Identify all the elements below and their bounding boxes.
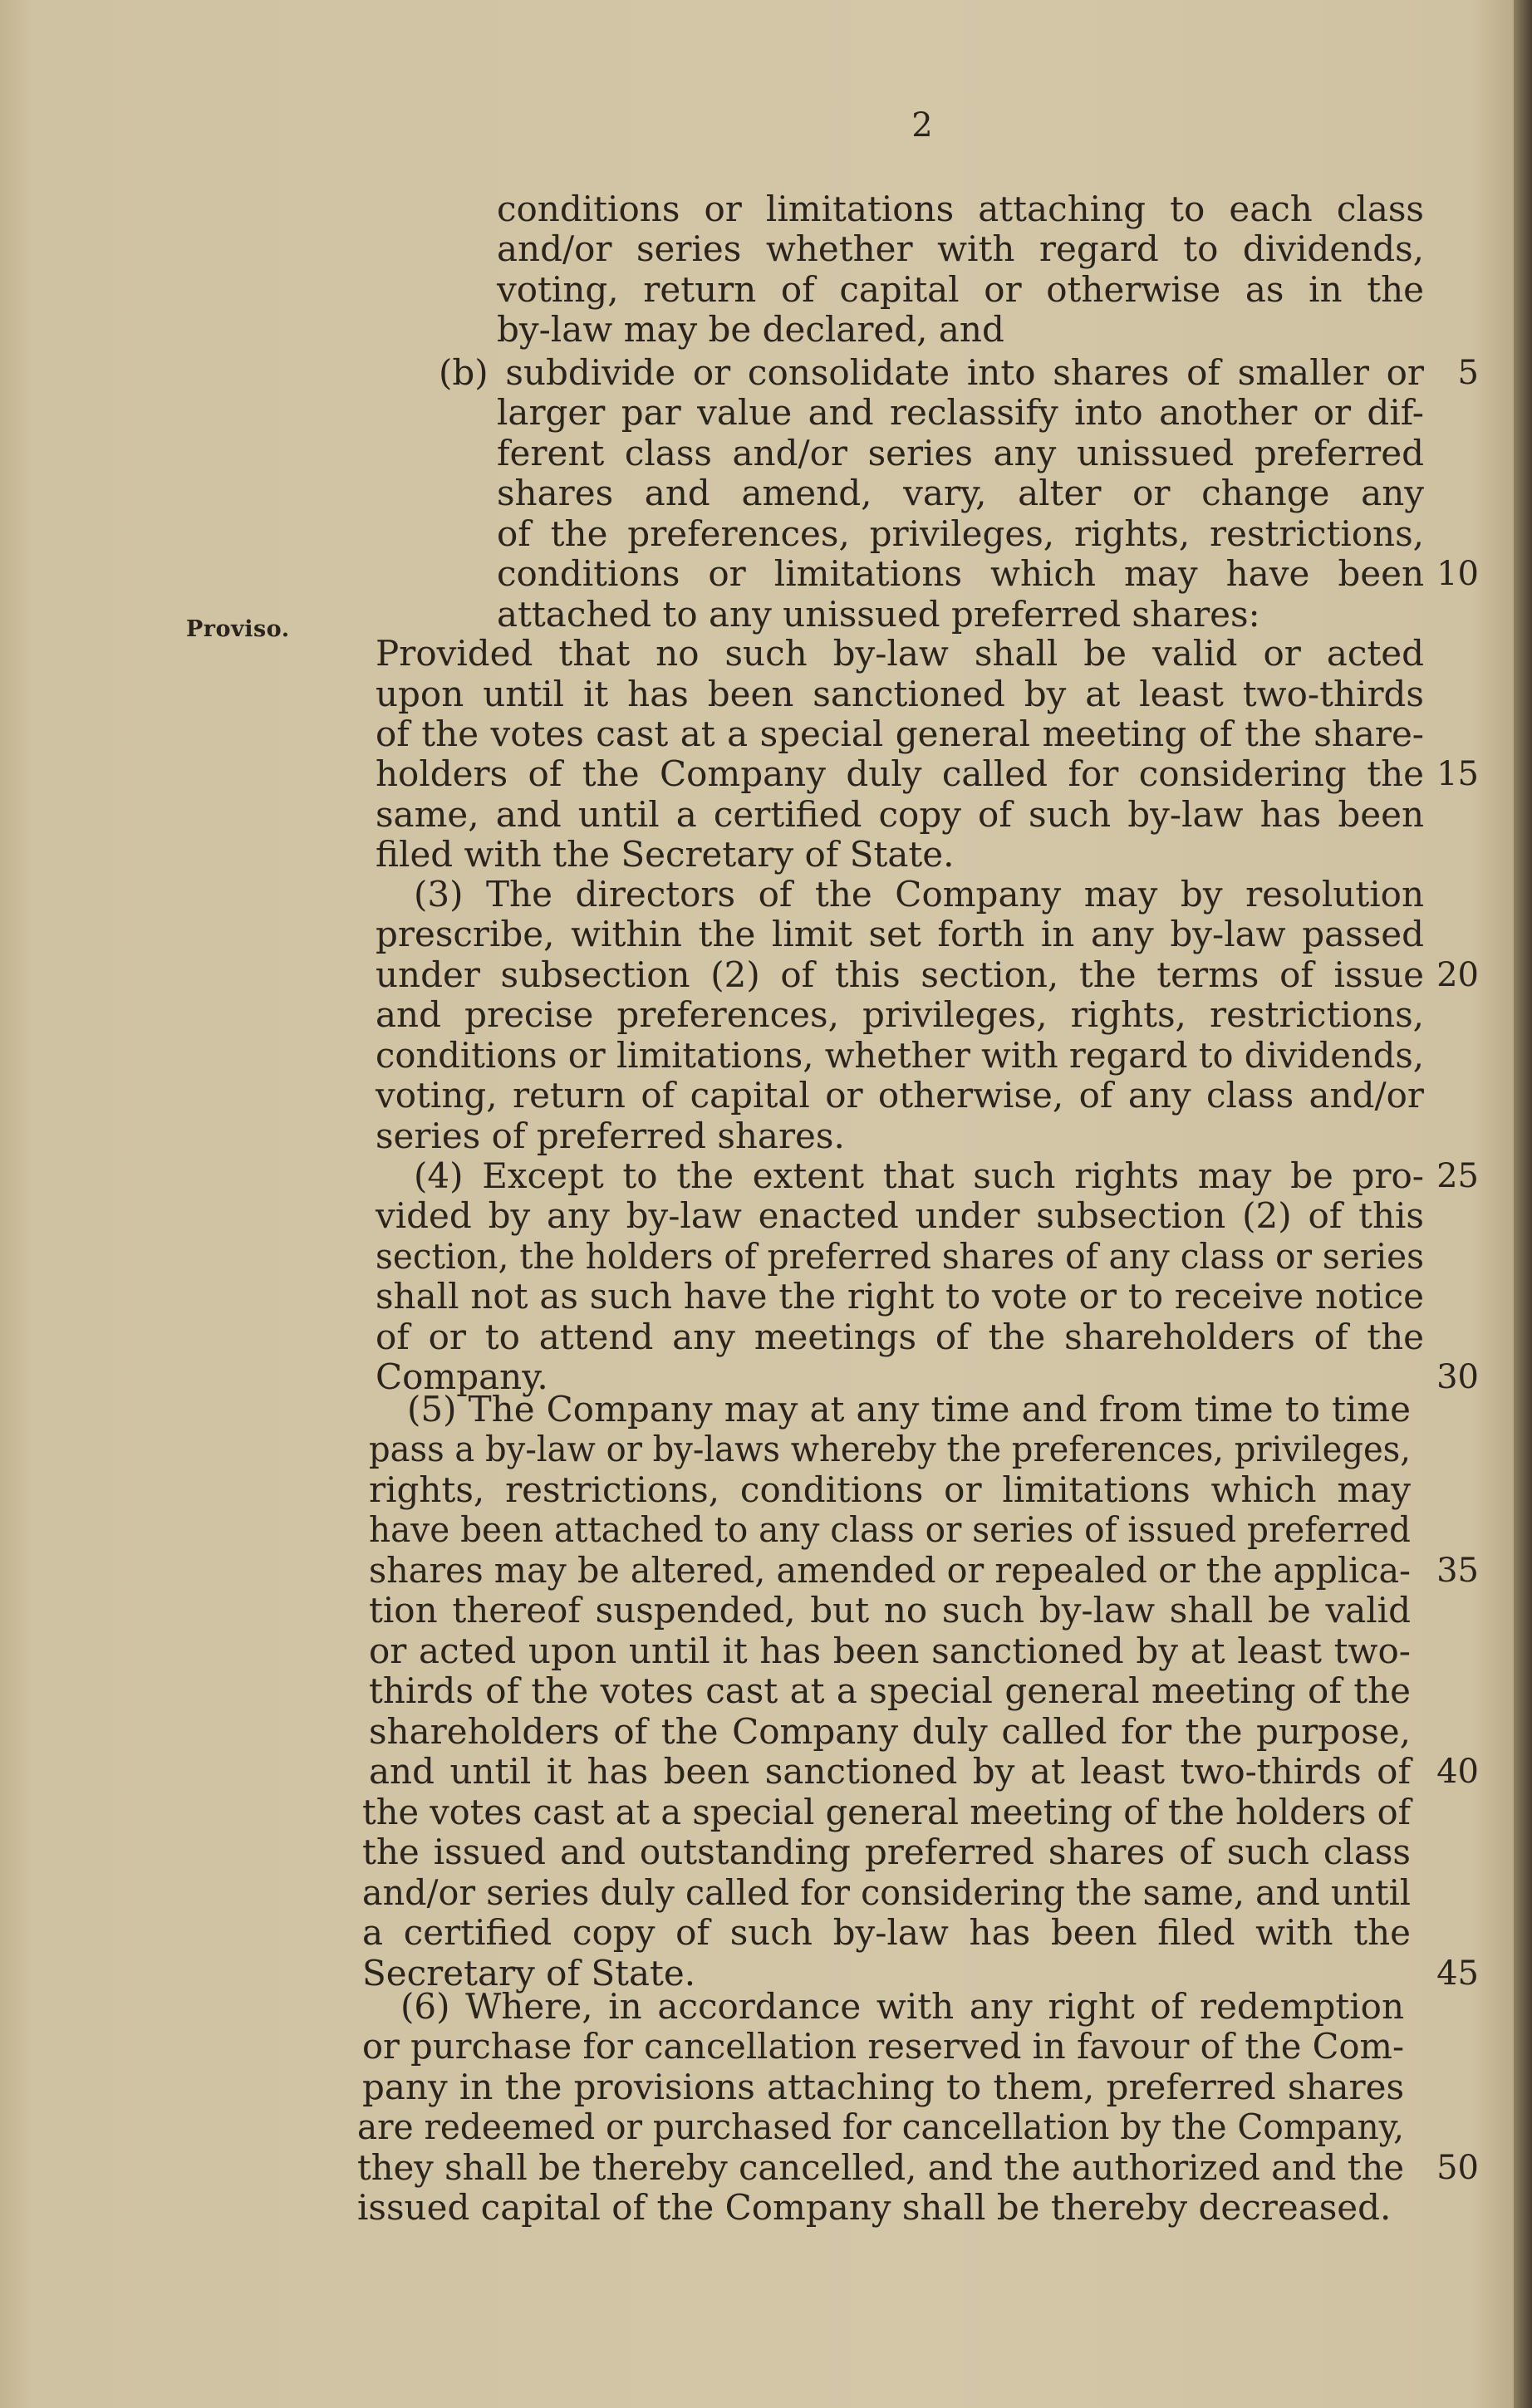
line-number: 35 (1436, 1552, 1479, 1590)
text-line: pass a by-law or by-laws whereby the preferences, privileges, (369, 1429, 1411, 1469)
line-number: 50 (1436, 2149, 1479, 2187)
text-line: a certified copy of such by-law has been filed with the (362, 1912, 1411, 1953)
text-line: voting, return of capital or otherwise, of any class and/or (376, 1075, 1424, 1116)
text-line: or acted upon until it has been sanctioned by at least two- (369, 1631, 1411, 1671)
text-line: thirds of the votes cast at a special general meeting of the (369, 1670, 1411, 1711)
text-line: of or to attend any meetings of the shareholders of the (376, 1317, 1424, 1357)
text-line: (6) Where, in accordance with any right of redemption (400, 1986, 1404, 2027)
text-line: shareholders of the Company duly called for the purpose, (369, 1711, 1411, 1752)
line-number: 10 (1436, 555, 1479, 593)
text-line: they shall be thereby cancelled, and the authorized and the (357, 2147, 1404, 2188)
text-line: vided by any by-law enacted under subsection (2) of this (376, 1195, 1424, 1236)
text-line: under subsection (2) of this section, the terms of issue (376, 954, 1424, 995)
text-line: (3) The directors of the Company may by resolution (414, 874, 1424, 915)
text-line: (5) The Company may at any time and from time to time (407, 1389, 1411, 1430)
text-line: the votes cast at a special general meeting of the holders of (362, 1792, 1411, 1832)
text-line: prescribe, within the limit set forth in any by-law passed (376, 914, 1424, 954)
text-line: issued capital of the Company shall be thereby decreased. (357, 2187, 1392, 2228)
line-number: 45 (1436, 1954, 1479, 1993)
text-line: and precise preferences, privileges, rights, restrictions, (376, 994, 1424, 1035)
text-line: are redeemed or purchased for cancellation by the Company, (357, 2106, 1404, 2147)
text-line: (4) Except to the extent that such rights may be pro- (414, 1155, 1424, 1196)
text-line: (b) subdivide or consolidate into shares of smaller or (439, 352, 1424, 393)
text-line: voting, return of capital or otherwise as in the (497, 269, 1424, 310)
text-line: filed with the Secretary of State. (376, 834, 955, 875)
text-line: upon until it has been sanctioned by at least two-thirds (376, 674, 1424, 714)
text-line: shares and amend, vary, alter or change any (497, 473, 1424, 513)
text-line: of the votes cast at a special general meeting of the share- (376, 714, 1424, 754)
line-number: 15 (1436, 755, 1479, 793)
text-line: pany in the provisions attaching to them, preferred shares (362, 2067, 1404, 2107)
text-line: or purchase for cancellation reserved in favour of the Com- (362, 2026, 1404, 2067)
text-line: rights, restrictions, conditions or limitations which may (369, 1469, 1411, 1510)
text-line: shall not as such have the right to vote or to receive notice (376, 1276, 1424, 1317)
text-line: conditions or limitations, whether with regard to dividends, (376, 1035, 1424, 1076)
line-number: 20 (1436, 956, 1479, 994)
line-number: 40 (1436, 1753, 1479, 1791)
text-line: series of preferred shares. (376, 1116, 845, 1156)
text-line: of the preferences, privileges, rights, restrictions, (497, 513, 1424, 554)
margin-note-proviso: Proviso. (186, 616, 290, 642)
text-line: larger par value and reclassify into another or dif- (497, 392, 1424, 433)
text-line: Company. (376, 1356, 548, 1397)
text-line: conditions or limitations attaching to each class (497, 189, 1424, 229)
text-line: shares may be altered, amended or repealed or the applica- (369, 1550, 1411, 1591)
text-line: and/or series whether with regard to dividends, (497, 228, 1424, 269)
text-line: section, the holders of preferred shares of any class or series (376, 1236, 1424, 1277)
text-line: the issued and outstanding preferred shares of such class (362, 1832, 1411, 1872)
text-line: by-law may be declared, and (497, 309, 1004, 350)
text-line: holders of the Company duly called for considering the (376, 753, 1424, 794)
text-line: ferent class and/or series any unissued preferred (497, 433, 1424, 473)
text-line: Secretary of State. (362, 1953, 696, 1994)
page-number: 2 (911, 106, 933, 145)
text-line: attached to any unissued preferred shares: (497, 594, 1260, 635)
text-line: and until it has been sanctioned by at least two-thirds of (369, 1751, 1411, 1792)
book-spine-shadow (1514, 0, 1532, 2408)
line-number: 25 (1436, 1157, 1479, 1195)
text-line: Provided that no such by-law shall be valid or acted (376, 633, 1424, 674)
line-number: 30 (1436, 1358, 1479, 1396)
text-line: conditions or limitations which may have been (497, 553, 1424, 594)
text-line: tion thereof suspended, but no such by-law shall be valid (369, 1590, 1411, 1631)
text-line: and/or series duly called for considering the same, and until (362, 1872, 1411, 1913)
line-number: 5 (1457, 354, 1479, 392)
text-line: have been attached to any class or series of issued preferred (369, 1509, 1411, 1550)
text-line: same, and until a certified copy of such by-law has been (376, 794, 1424, 835)
